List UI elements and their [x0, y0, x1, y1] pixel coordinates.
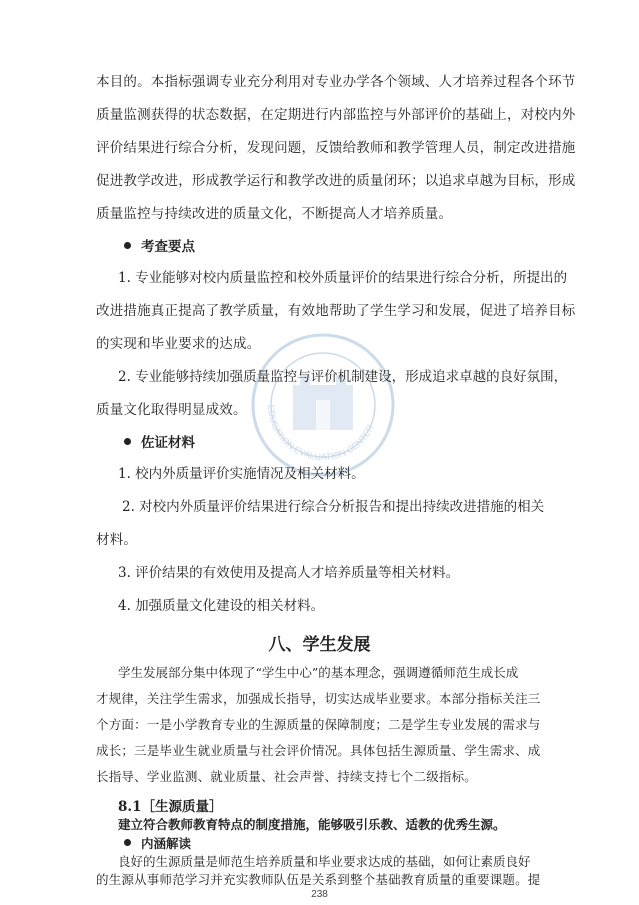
bullet-icon: [124, 438, 131, 445]
para1-line-1: 本目的。本指标强调专业充分利用对专业办学各个领域、人才培养过程各个环节: [96, 74, 576, 90]
check-item1-line-3: 的实现和毕业要求的达成。: [96, 336, 261, 352]
page-number: 238: [311, 889, 328, 900]
subsection-title: 8.1［生源质量］: [118, 799, 223, 815]
evidence-item2-line-2: 材料。: [96, 532, 138, 548]
para2-line-2: 才规律，关注学生需求，加强成长指导，切实达成毕业要求。本部分指标关注三: [96, 691, 541, 706]
para1-line-3: 评价结果进行综合分析，发现问题，反馈给教师和教学管理人员，制定改进措施: [96, 140, 576, 156]
evidence-item1: 1. 校内外质量评价实施情况及相关材料。: [118, 466, 365, 482]
para1-line-5: 质量监控与持续改进的质量文化，不断提高人才培养质量。: [96, 206, 453, 222]
section-interpret-heading: 内涵解读: [124, 835, 191, 853]
bullet-icon: [124, 839, 131, 846]
bullet-icon: [124, 242, 131, 249]
check-item2-line-2: 质量文化取得明显成效。: [96, 402, 247, 418]
check-item1-line-1: 1. 专业能够对校内质量监控和校外质量评价的结果进行综合分析，所提出的: [118, 270, 568, 286]
para2-line-4: 成长；三是毕业生就业质量与社会评价情况。具体包括生源质量、学生需求、成: [96, 743, 541, 758]
section-check-heading: 考查要点: [124, 238, 195, 256]
evidence-item2-line-1: 2. 对校内外质量评价结果进行综合分析报告和提出持续改进措施的相关: [122, 499, 545, 515]
check-item1-line-2: 改进措施真正提高了教学质量，有效地帮助了学生学习和发展，促进了培养目标: [96, 303, 576, 319]
subsection-statement: 建立符合教师教育特点的制度措施，能够吸引乐教、适教的优秀生源。: [118, 817, 506, 832]
evidence-item3: 3. 评价结果的有效使用及提高人才培养质量等相关材料。: [118, 565, 460, 581]
chapter-title: 八、学生发展: [268, 635, 371, 655]
para1-line-2: 质量监测获得的状态数据，在定期进行内部监控与外部评价的基础上，对校内外: [96, 107, 576, 123]
para1-line-4: 促进教学改进，形成教学运行和教学改进的质量闭环；以追求卓越为目标，形成: [96, 173, 576, 189]
para2-line-5: 长指导、学业监测、就业质量、社会声誉、持续支持七个二级指标。: [96, 769, 478, 784]
evaluation-center-watermark: [248, 330, 398, 480]
interpret-line-1: 良好的生源质量是师范生培养质量和毕业要求达成的基础，如何让素质良好: [118, 854, 531, 869]
interpret-line-2: 的生源从事师范学习并充实教师队伍是关系到整个基础教育质量的重要课题。提: [96, 872, 541, 887]
evidence-item4: 4. 加强质量文化建设的相关材料。: [118, 598, 325, 614]
svg-text:EDUCATION EVALUATION CENTER: EDUCATION EVALUATION CENTER: [265, 404, 376, 463]
para2-line-3: 个方面：一是小学教育专业的生源质量的保障制度；二是学生专业发展的需求与: [96, 717, 541, 732]
check-item2-line-1: 2. 专业能够持续加强质量监控与评价机制建设，形成追求卓越的良好氛围，: [118, 369, 568, 385]
section-evidence-heading: 佐证材料: [124, 434, 195, 452]
para2-line-1: 学生发展部分集中体现了“学生中心”的基本理念，强调遵循师范生成长成: [118, 665, 519, 680]
